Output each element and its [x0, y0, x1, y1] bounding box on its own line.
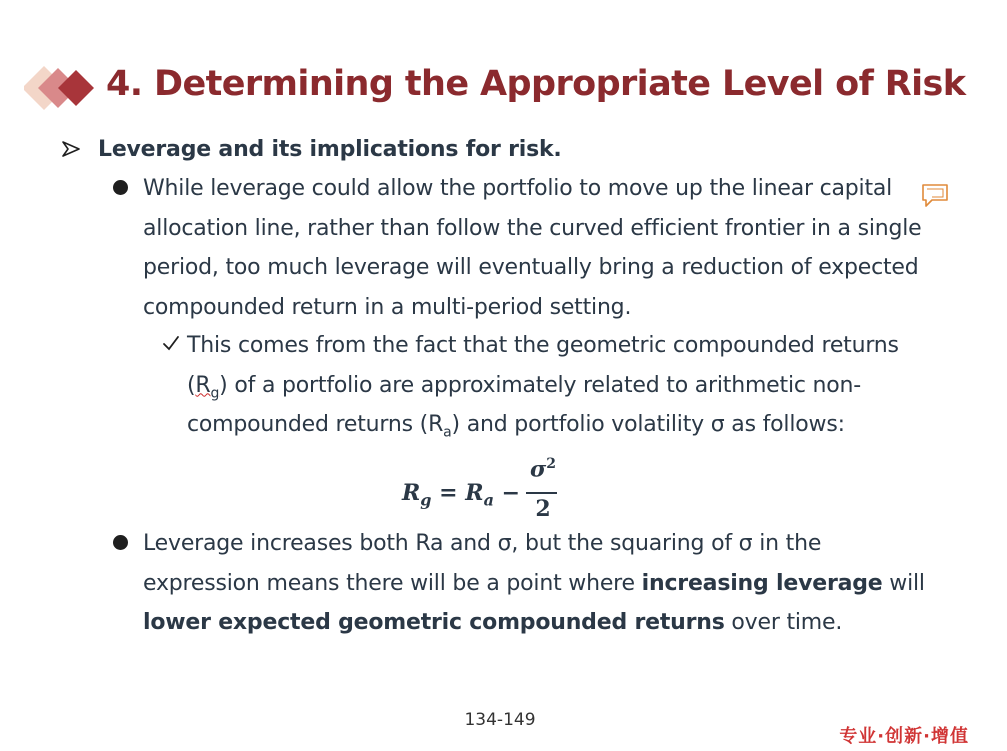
checkmark-bullet-icon	[162, 334, 180, 352]
formula-equals: =	[439, 480, 458, 506]
formula-numerator	[528, 456, 558, 482]
formula-rg: R	[402, 480, 421, 506]
formula-exponent: 2	[546, 456, 556, 472]
slide-title: 4. Determining the Appropriate Level of Risk	[106, 64, 966, 104]
formula-ra: R	[465, 480, 484, 506]
geometric-return-formula	[402, 456, 572, 524]
rg-symbol	[195, 372, 220, 401]
formula-rg-sub: g	[420, 490, 432, 510]
bullet2-bold-2: lower expected geometric compounded returns	[143, 610, 725, 635]
bullet-leverage-increases	[143, 524, 943, 643]
diamond-cluster-icon	[24, 62, 100, 116]
sub-bullet-text-1: This comes from the fact that the geometric compounded returns (	[187, 333, 899, 398]
bullet2-bold-1: increasing leverage	[641, 570, 883, 596]
filled-circle-bullet-icon	[113, 535, 128, 550]
arrowhead-bullet-icon	[62, 140, 80, 158]
rg-base: R	[195, 372, 211, 398]
bullet2-text-1: Leverage increases both Ra and σ, but the squaring of σ in the expression means there will be a point where	[143, 531, 822, 596]
bullet-leverage-capital-allocation: While leverage could allow the portfolio to move up the linear capital allocation line, rather than follow the curved efficient frontier in a single period, too much leverage will eventually bring a reduction of expected compounded return in a multi-period setting.	[143, 176, 922, 320]
heading-bullet: Leverage and its implications for risk.	[98, 137, 562, 162]
filled-circle-bullet-icon	[113, 180, 128, 195]
bullet2-text-3: over time.	[724, 610, 843, 635]
formula-denominator: 2	[535, 496, 551, 522]
ra-subscript: a	[443, 424, 452, 441]
ra-base: R	[428, 412, 444, 437]
formula-minus: −	[501, 480, 521, 506]
bullet2-text-2: will	[882, 570, 925, 596]
formula-ra-sub: a	[483, 490, 494, 510]
page-number: 134-149	[464, 710, 536, 730]
sub-bullet-text-3: ) and portfolio volatility σ as follows:	[451, 412, 845, 437]
sub-bullet-text-2: ) of a portfolio are approximately related to arithmetic non-compounded returns (	[187, 372, 862, 437]
footer-brand-slogan: 专业·创新·增值	[839, 726, 969, 747]
formula-sigma: σ	[530, 456, 547, 483]
rg-subscript: g	[210, 384, 220, 401]
comment-icon[interactable]	[920, 182, 950, 210]
formula-left-side	[402, 480, 521, 510]
formula-fraction-bar	[526, 492, 557, 494]
sub-bullet-geometric-returns	[187, 326, 932, 445]
